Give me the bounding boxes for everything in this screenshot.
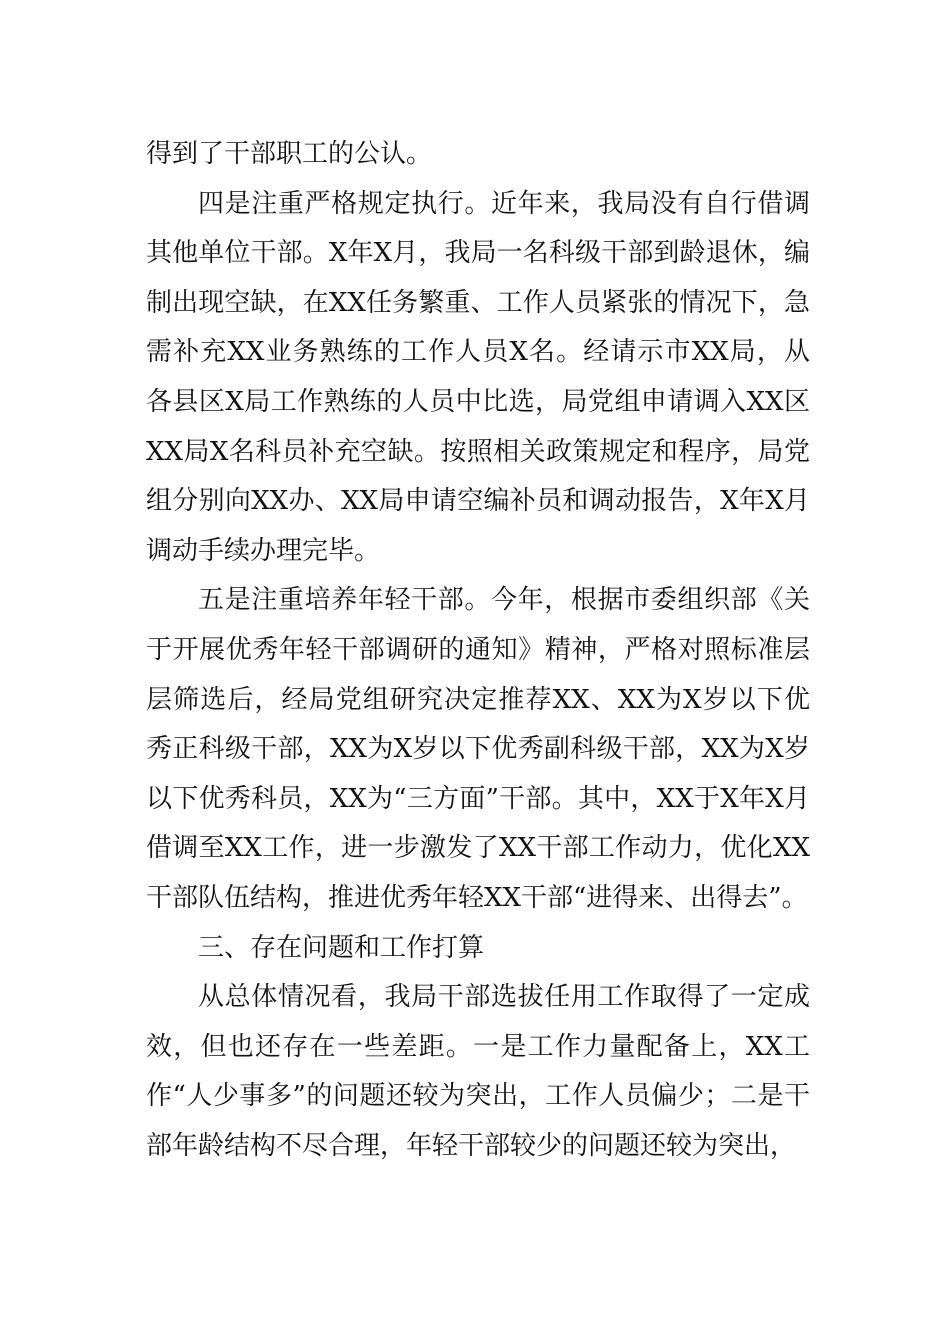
paragraph-young-cadres: 五是注重培养年轻干部。今年，根据市委组织部《关于开展优秀年轻干部调研的通知》精神，严格对照标准层层筛选后，经局党组研究决定推荐XX、XX为X岁以下优秀正科级干部，XX为X岁以下优秀副科级干部，XX为X岁以下优秀科员，XX为“三方面”干部。其中，XX于X年X月借调至XX工作，进一步激发了XX干部工作动力，优化XX干部队伍结构，推进优秀年轻XX干部“进得来、出得去”。: [146, 585, 810, 913]
paragraph-problems: 从总体情况看，我局干部选拔任用工作取得了一定成效，但也还存在一些差距。一是工作力量配备上，XX工作“人少事多”的问题还较为突出，工作人员偏少；二是干部年龄结构不尽合理，年轻干部较少的问题还较为突出，: [146, 982, 810, 1161]
paragraph-continuation: 得到了干部职工的公认。: [146, 139, 433, 169]
section-heading: 三、存在问题和工作打算: [198, 932, 485, 963]
document-body: [146, 130, 810, 1171]
paragraph-strict-rules: 四是注重严格规定执行。近年来，我局没有自行借调其他单位干部。X年X月，我局一名科级干部到龄退休，编制出现空缺，在XX任务繁重、工作人员紧张的情况下，急需补充XX业务熟练的工作人员X名。经请示市XX局，从各县区X局工作熟练的人员中比选，局党组申请调入XX区XX局X名科员补充空缺。按照相关政策规定和程序，局党组分别向XX办、XX局申请空编补员和调动报告，X年X月调动手续办理完毕。: [146, 188, 810, 566]
